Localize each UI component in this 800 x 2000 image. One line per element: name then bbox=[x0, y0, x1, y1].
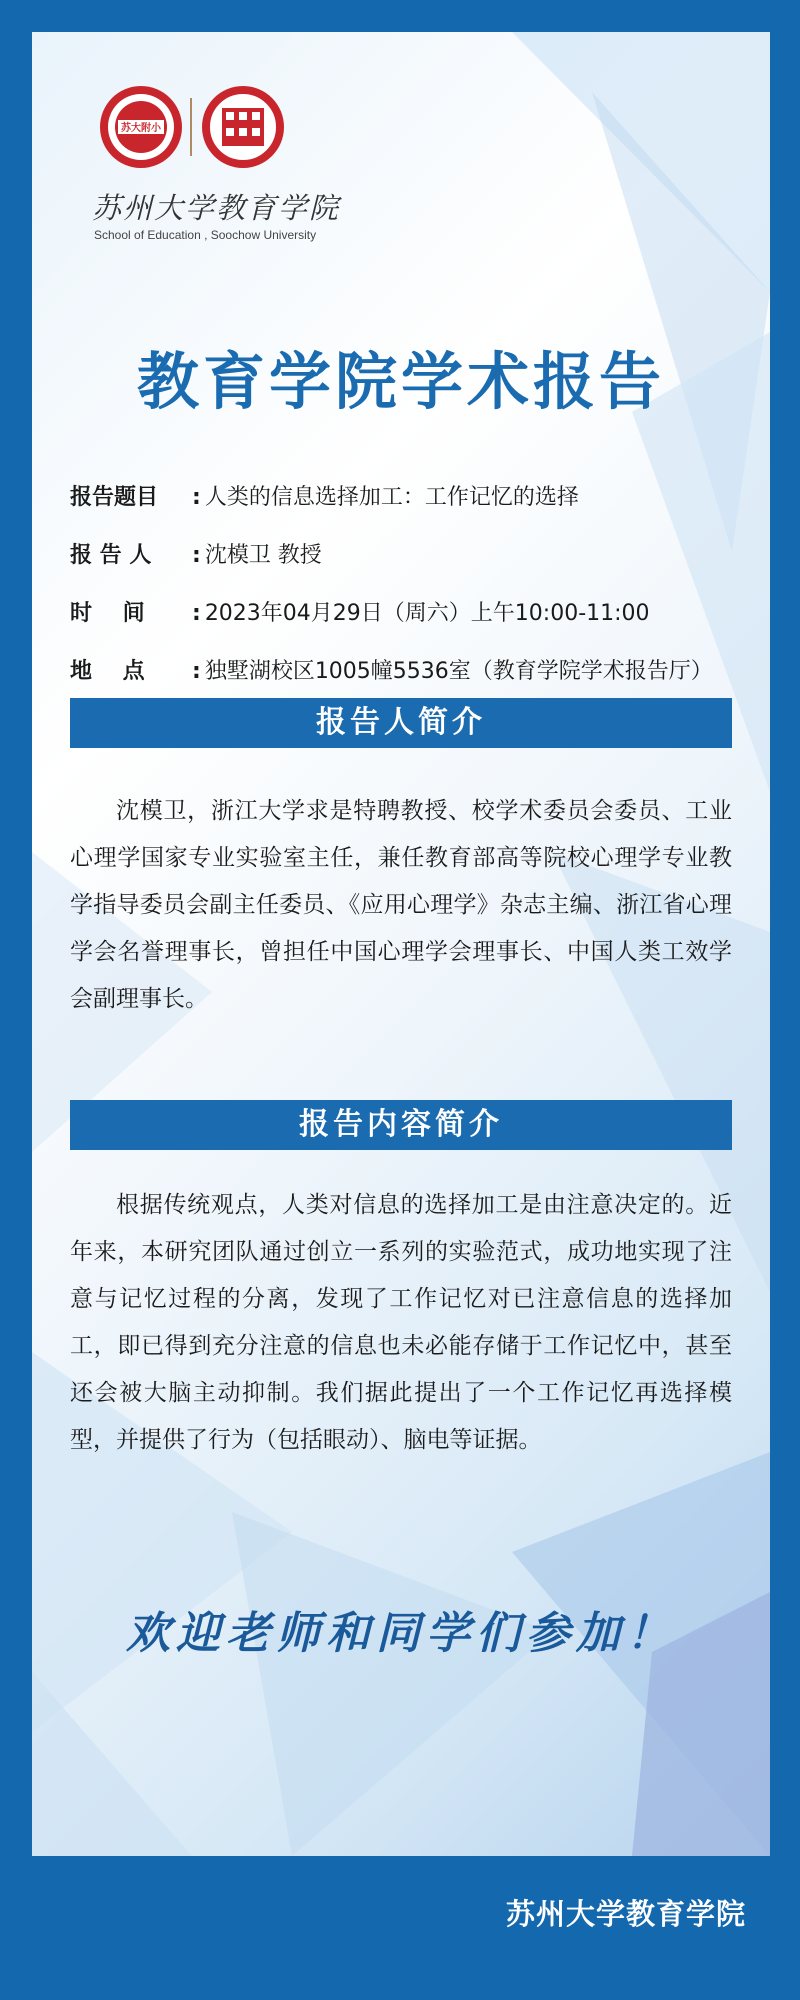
page-title: 教育学院学术报告 bbox=[136, 345, 665, 418]
section-header-speaker: 报告人简介 bbox=[70, 698, 732, 748]
info-label: 报 告 人 bbox=[70, 543, 152, 568]
school-name-en: School of Education , Soochow University bbox=[94, 228, 317, 242]
info-colon: : bbox=[192, 659, 201, 684]
info-value: 2023年04月29日（周六）上午10:00-11:00 bbox=[204, 601, 650, 626]
school-name-cn: 苏州大学教育学院 bbox=[92, 191, 341, 225]
info-label: 时 间 bbox=[70, 601, 145, 626]
education-school-emblem-icon bbox=[200, 84, 286, 170]
report-abstract: 根据传统观点，人类对信息的选择加工是由注意决定的。近年来，本研究团队通过创立一系列的实验范式，成功地实现了注意与记忆过程的分离，发现了工作记忆对已注意信息的选择加工，即已得到充分注意的信息也未必能存储于工作记忆中，甚至还会被大脑主动抑制。我们据此提出了一个工作记忆再选择模型，并提供了行为（包括眼动）、脑电等证据。 bbox=[70, 1192, 732, 1453]
affiliated-school-emblem-icon bbox=[98, 84, 184, 170]
school-logo-group bbox=[92, 84, 341, 254]
info-colon: : bbox=[192, 543, 201, 568]
logo-divider bbox=[190, 98, 192, 156]
info-colon: : bbox=[192, 485, 201, 510]
poster-panel bbox=[32, 32, 770, 1856]
section-header-abstract: 报告内容简介 bbox=[70, 1100, 732, 1150]
footer-organizer: 苏州大学教育学院 bbox=[505, 1897, 746, 1931]
info-row-speaker bbox=[70, 538, 750, 596]
info-row-topic bbox=[70, 480, 750, 538]
info-row-time bbox=[70, 596, 750, 654]
info-value: 人类的信息选择加工：工作记忆的选择 bbox=[204, 485, 579, 510]
emblem-badge-text: 苏大附小 bbox=[121, 123, 161, 134]
welcome-slogan: 欢迎老师和同学们参加！ bbox=[126, 1608, 676, 1659]
info-value: 独墅湖校区1005幢5536室（教育学院学术报告厅） bbox=[204, 659, 713, 684]
report-info bbox=[70, 480, 750, 712]
info-label: 报告题目 bbox=[70, 485, 159, 510]
info-label: 地 点 bbox=[70, 659, 145, 684]
speaker-bio: 沈模卫，浙江大学求是特聘教授、校学术委员会委员、工业心理学国家专业实验室主任，兼任教育部高等院校心理学专业教学指导委员会副主任委员、《应用心理学》杂志主编、浙江省心理学会名誉理事长，曾担任中国心理学会理事长、中国人类工效学会副理事长。 bbox=[70, 798, 732, 1012]
info-colon: : bbox=[192, 601, 201, 626]
info-value: 沈模卫 教授 bbox=[204, 543, 322, 568]
